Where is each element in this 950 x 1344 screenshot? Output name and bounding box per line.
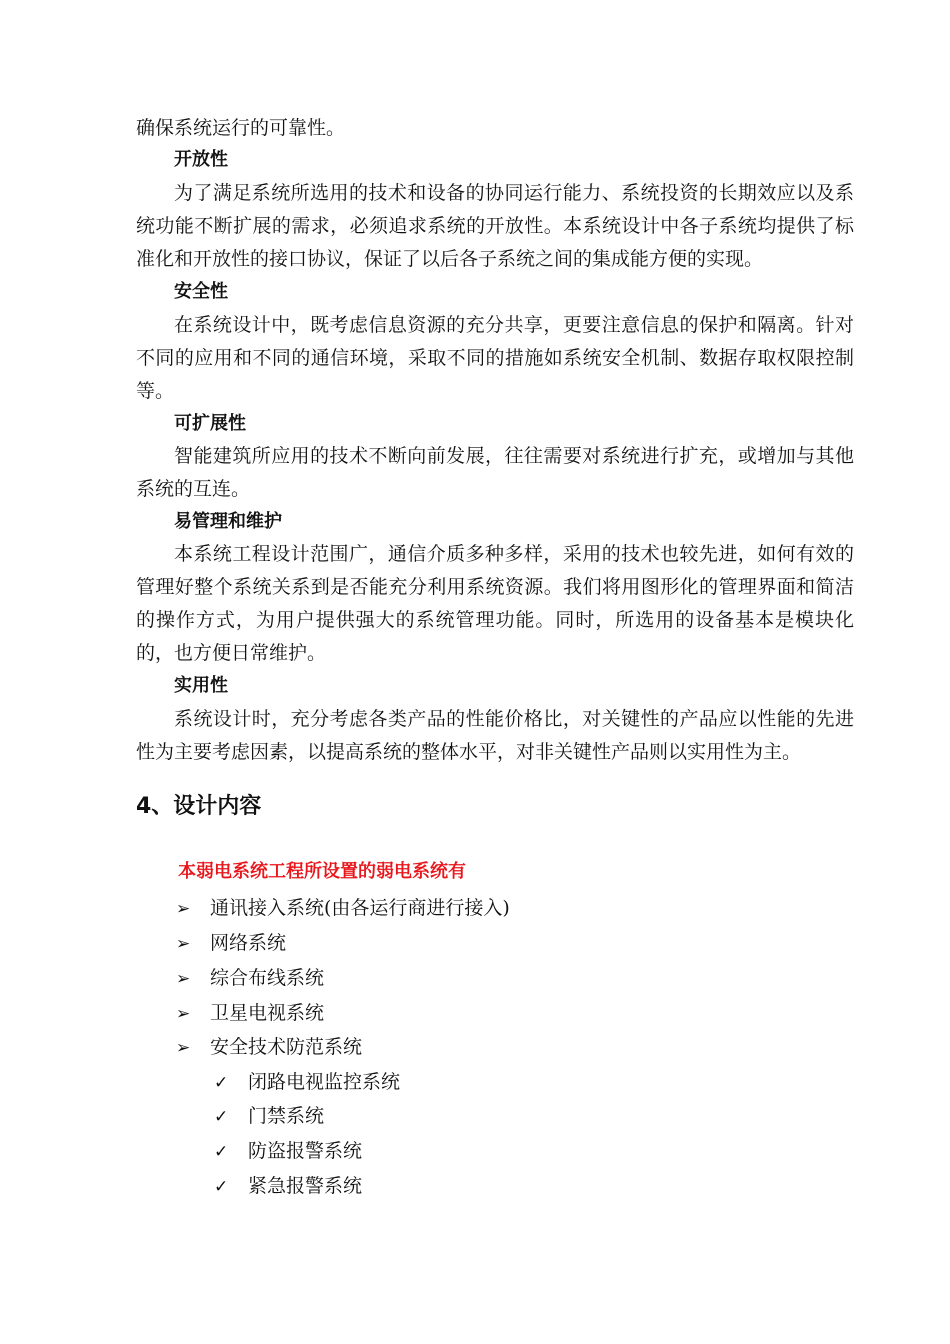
list-item-label: 安全技术防范系统 [210, 1036, 363, 1058]
section-body-practicality: 系统设计时，充分考虑各类产品的性能价格比，对关键性的产品应以性能的先进性为主要考虑因素，以提高系统的整体水平，对非关键性产品则以实用性为主。 [136, 708, 854, 763]
list-item-label: 卫星电视系统 [210, 1002, 325, 1024]
sub-list-item-label: 门禁系统 [248, 1105, 325, 1127]
section-heading-security: 安全性 [174, 281, 228, 302]
arrow-bullet-icon: ➢ [176, 934, 191, 954]
section-body-maintainability: 本系统工程设计范围广，通信介质多种多样，采用的技术也较先进，如何有效的管理好整个系统关系到是否能充分利用系统资源。我们将用图形化的管理界面和简洁的操作方式，为用户提供强大的系统管理功能。同时，所选用的设备基本是模块化的，也方便日常维护。 [136, 543, 854, 664]
arrow-bullet-icon: ➢ [176, 969, 191, 989]
intro-tail-text: 确保系统运行的可靠性。 [136, 117, 346, 139]
sub-list-item-label: 闭路电视监控系统 [248, 1071, 401, 1093]
sub-list-item-label: 防盗报警系统 [248, 1140, 363, 1162]
sub-list-item [214, 1070, 400, 1095]
arrow-bullet-icon: ➢ [176, 1004, 191, 1024]
section-body-security: 在系统设计中，既考虑信息资源的充分共享，更要注意信息的保护和隔离。针对不同的应用和不同的通信环境，采取不同的措施如系统安全机制、数据存取权限控制等。 [136, 314, 854, 402]
checkmark-icon: ✓ [214, 1073, 229, 1093]
sub-list-item [214, 1139, 362, 1164]
section-heading-maintainability: 易管理和维护 [174, 511, 282, 532]
section-heading-practicality: 实用性 [174, 675, 228, 696]
list-item-label: 网络系统 [210, 932, 287, 954]
section-heading-openness: 开放性 [174, 149, 228, 170]
checkmark-icon: ✓ [214, 1177, 229, 1197]
list-item [176, 931, 286, 956]
sub-list-item [214, 1104, 324, 1129]
section-body-scalability: 智能建筑所应用的技术不断向前发展，往往需要对系统进行扩充，或增加与其他系统的互连。 [136, 445, 854, 500]
sub-list-item-label: 紧急报警系统 [248, 1175, 363, 1197]
section-heading-scalability: 可扩展性 [174, 413, 246, 434]
list-item [176, 1001, 324, 1026]
arrow-bullet-icon: ➢ [176, 1038, 191, 1058]
section-body-openness: 为了满足系统所选用的技术和设备的协同运行能力、系统投资的长期效应以及系统功能不断扩展的需求，必须追求系统的开放性。本系统设计中各子系统均提供了标准化和开放性的接口协议，保证了以后各子系统之间的集成能方便的实现。 [136, 182, 854, 270]
arrow-bullet-icon: ➢ [176, 899, 191, 919]
list-item [176, 896, 510, 921]
list-item [176, 966, 324, 991]
list-item-label: 通讯接入系统(由各运行商进行接入) [210, 897, 510, 919]
sub-list-item [214, 1174, 362, 1199]
list-item-label: 综合布线系统 [210, 967, 325, 989]
chapter-title: 4、设计内容 [136, 794, 262, 819]
systems-subtitle: 本弱电系统工程所设置的弱电系统有 [178, 861, 466, 882]
checkmark-icon: ✓ [214, 1142, 229, 1162]
list-item [176, 1035, 362, 1060]
checkmark-icon: ✓ [214, 1107, 229, 1127]
